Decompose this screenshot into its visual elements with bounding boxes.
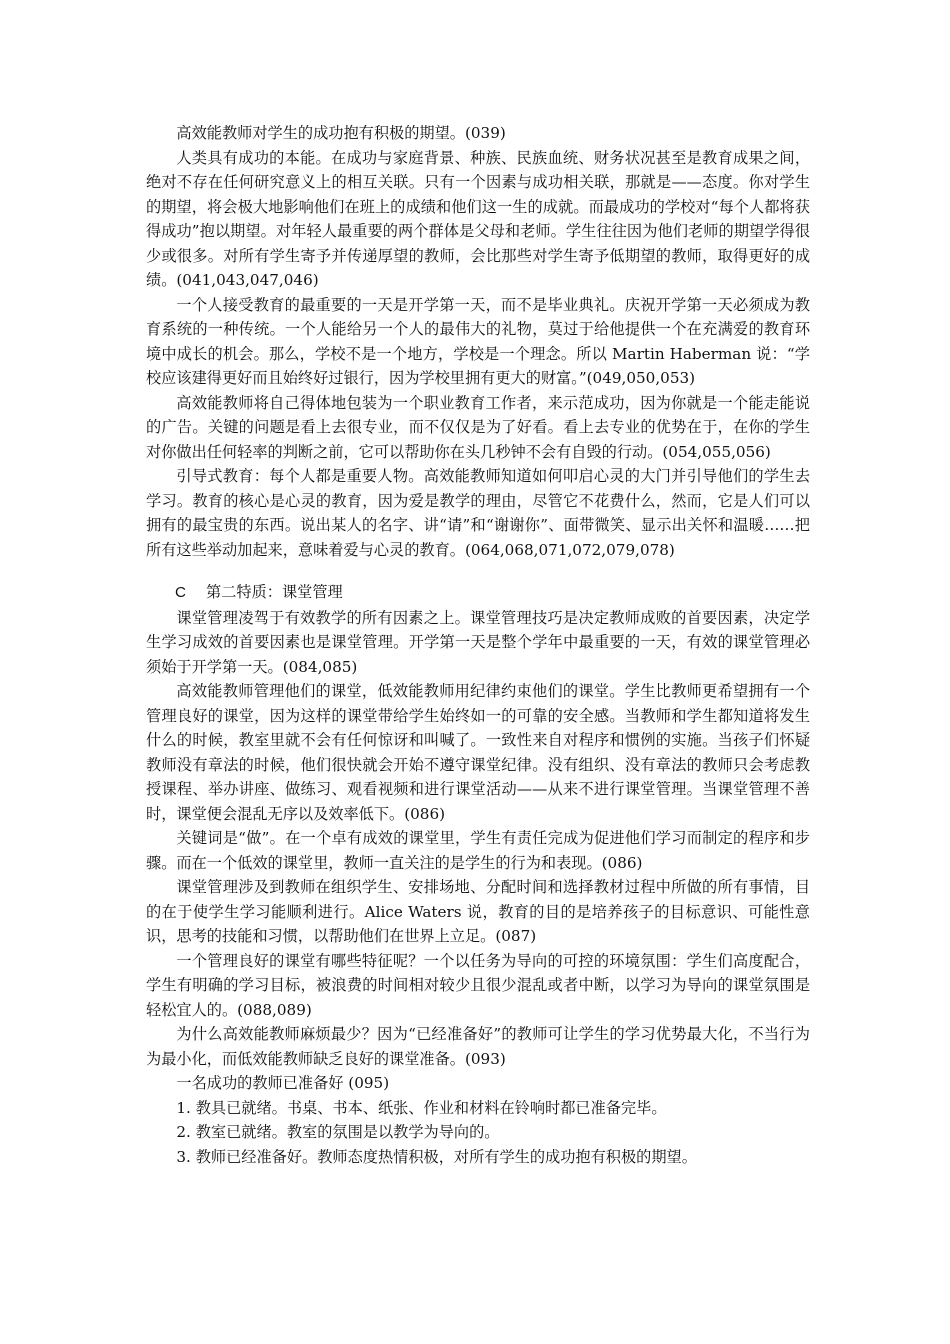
section-letter: C (175, 584, 186, 601)
paragraph-management-definition: 课堂管理涉及到教师在组织学生、安排场地、分配时间和选择教材过程中所做的所有事情，目的在于使学生学习能顺利进行。Alice Waters 说，教育的目的是培养孩子的目标意识、可能性意识，思考的技能和习惯，以帮助他们在世界上立足。(087) (146, 878, 810, 945)
paragraph-professional-image: 高效能教师将自己得体地包装为一个职业教育工作者，来示范成功，因为你就是一个能走能说的广告。关键的问题是看上去很专业，而不仅仅是为了好看。看上去专业的优势在于，在你的学生对你做出任何轻率的判断之前，它可以帮助你在头几秒钟不会有自毁的行动。(054,055,056) (146, 393, 810, 461)
list-item: 3. 教师已经准备好。教师态度热情积极，对所有学生的成功抱有积极的期望。 (176, 1147, 697, 1166)
section-title: 第二特质：课堂管理 (206, 583, 343, 601)
paragraph-manage-vs-discipline: 高效能教师管理他们的课堂，低效能教师用纪律约束他们的课堂。学生比教师更希望拥有一个管理良好的课堂，因为这样的课堂带给学生始终如一的可靠的安全感。当教师和学生都知道将发生什么的时候，教室里就不会有任何惊讶和叫喊了。一致性来自对程序和惯例的实施。当孩子们怀疑教师没有章法的时候，他们很快就会开始不遵守课堂纪律。没有组织、没有章法的教师只会考虑教授课程、举办讲座、做练习、观看视频和进行课堂活动——从来不进行课堂管理。当课堂管理不善时，课堂便会混乱无序以及效率低下。(086) (146, 682, 810, 823)
paragraph-expectations-heading: 高效能教师对学生的成功抱有积极的期望。(039) (176, 124, 506, 142)
paragraph-first-day: 一个人接受教育的最重要的一天是开学第一天，而不是毕业典礼。庆祝开学第一天必须成为教育系统的一种传统。一个人能给另一个人的最伟大的礼物，莫过于给他提供一个在充满爱的教育环境中成长的机会。那么，学校不是一个地方，学校是一个理念。所以 Martin Haberman 说：“学校应该建得更好而且始终好过银行，因为学校里拥有更大的财富。”(049,050,053) (146, 295, 810, 387)
paragraph-classroom-management: 课堂管理凌驾于有效教学的所有因素之上。课堂管理技巧是决定教师成败的首要因素，决定学生学习成效的首要因素也是课堂管理。开学第一天是整个学年中最重要的一天，有效的课堂管理必须始于开学第一天。(084,085) (146, 608, 810, 676)
list-item: 2. 教室已就绪。教室的氛围是以教学为导向的。 (176, 1123, 500, 1141)
paragraph-attitude: 人类具有成功的本能。在成功与家庭背景、种族、民族血统、财务状况甚至是教育成果之间，绝对不存在任何研究意义上的相互关联。只有一个因素与成功相关联，那就是——态度。你对学生的期望，将会极大地影响他们在班上的成绩和他们这一生的成就。而最成功的学校对“每个人都将获得成功”抱以期望。对年轻人最重要的两个群体是父母和老师。学生往往因为他们老师的期望学得很少或很多。对所有学生寄予并传递厚望的教师，会比那些对学生寄予低期望的教师，取得更好的成绩。(041,043,047,046) (146, 148, 810, 289)
paragraph-well-managed-features: 一个管理良好的课堂有哪些特征呢？一个以任务为导向的可控的环境氛围：学生们高度配合，学生有明确的学习目标，被浪费的时间相对较少且很少混乱或者中断，以学习为导向的课堂氛围是轻松宜人的。(088,089) (146, 951, 810, 1019)
paragraph-keyword-do: 关键词是“做”。在一个卓有成效的课堂里，学生有责任完成为促进他们学习而制定的程序和步骤。而在一个低效的课堂里，教师一直关注的是学生的行为和表现。(086) (146, 829, 810, 872)
document-page (146, 121, 810, 1169)
list-item: 1. 教具已就绪。书桌、书本、纸张、作业和材料在铃响时都已准备完毕。 (176, 1098, 667, 1117)
paragraph-invitational-education: 引导式教育：每个人都是重要人物。高效能教师知道如何叩启心灵的大门并引导他们的学生去学习。教育的核心是心灵的教育，因为爱是教学的理由，尽管它不花费什么，然而，它是人们可以拥有的最宝贵的东西。说出某人的名字、讲“请”和“谢谢你”、面带微笑、显示出关怀和温暖……把所有这些举动加起来，意味着爱与心灵的教育。(064,068,071,072,079,078) (146, 467, 810, 559)
section-heading (146, 580, 810, 606)
paragraph-ready-teacher: 一名成功的教师已准备好 (095) (176, 1074, 390, 1092)
paragraph-least-trouble: 为什么高效能教师麻烦最少？因为“已经准备好”的教师可让学生的学习优势最大化，不当行为为最小化，而低效能教师缺乏良好的课堂准备。(093) (146, 1025, 810, 1068)
